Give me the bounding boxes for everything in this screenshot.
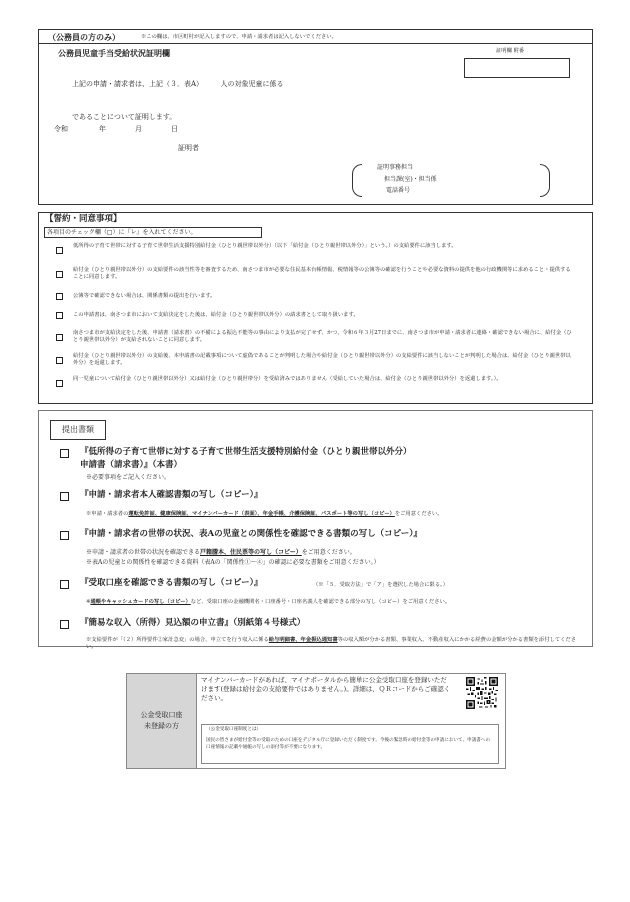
pledge-instruction-box: [44, 227, 262, 238]
pledge-instruction: 各項目のチェック欄（□）に『レ』を入れてください。: [47, 229, 197, 236]
koukin-label-cell: [126, 673, 197, 769]
doc-5-note: [86, 637, 581, 651]
doc-1-main: 『低所得の子育て世帯に対する子育て世帯生活支援特別給付金（ひとり親世帯以外分）: [80, 447, 412, 457]
pledge-title: 【誓約・同意事項】: [45, 214, 122, 224]
pledge-checkbox-3[interactable]: [56, 293, 63, 300]
doc-3-note1-pre: ※申請・請求者の世帯の状況を確認できる: [86, 549, 201, 556]
koukin-system-title: （公金受取口座制度とは）: [206, 727, 262, 732]
doc-2-main: 『申請・請求者本人確認書類の写し（コピー）』: [80, 490, 263, 500]
office-bracket-right: [540, 164, 550, 197]
office-line-2: 担当課(室)・担当係: [384, 176, 437, 183]
date-month: 月: [135, 125, 142, 133]
pledge-item-1: 低所得の子育て世帯に対する子育て世帯生活支援特別給付金（ひとり親世帯以外分）（以下「給付金（ひとり親世帯以外分）」という。）の支給要件に該当します。: [73, 243, 457, 249]
doc-3-note1: [86, 549, 356, 557]
pledge-checkbox-4[interactable]: [56, 312, 63, 319]
official-title: 公務員児童手当受給状況証明欄: [58, 48, 170, 58]
office-bracket-left: [352, 164, 362, 197]
cert-number-field[interactable]: [464, 58, 570, 78]
doc-5-note-post: 等の収入額が分かる書類、事業収入、不動産収入にかかる経費の金額が分かる書類を添付してください。: [86, 637, 576, 650]
doc-4-note: [86, 599, 586, 606]
cert-col-label: 証明欄 附番: [496, 48, 525, 54]
docs-title-box: [50, 420, 106, 440]
pledge-checkbox-1[interactable]: [56, 247, 63, 254]
doc-checkbox-1[interactable]: [60, 449, 69, 458]
pledge-checkbox-5[interactable]: [56, 334, 63, 341]
pledge-item-5: 南さつま市が支給決定をした後、申請書（請求書）の不備による振込不能等の事由により支払が完了せず、かつ、令和６年３月27日までに、南さつま市が申請・請求者に連絡・確認できない場合に、給付金（ひとり親世帯以外分）が支給されないことに同意します。: [73, 330, 572, 343]
doc-3-note1-bold: 戸籍謄本、住民票等の写し（コピー）: [200, 549, 302, 556]
doc-3-note1-post: をご用意ください。: [301, 549, 356, 556]
doc-1-note: ※必要事項をご記入ください。: [86, 474, 171, 481]
docs-title: 提出書類: [62, 425, 94, 434]
office-line-3: 電話番号: [386, 187, 411, 194]
doc-4-aside: （※「５．受取方法」で「ア」を選択した場合に限る。）: [313, 582, 449, 588]
doc-5-note-pre: ※支給要件が「（２）所得要件②家計急変」の場合、申立てを行う収入に係る: [86, 637, 269, 643]
pledge-item-4: この申請書は、南さつま市において支給決定をした後は、給付金（ひとり親世帯以外分）の請求書として取り扱います。: [73, 312, 359, 318]
official-header-note: ※この欄は、市区町村が記入しますので、申請・請求者は記入しないでください。: [141, 34, 337, 40]
doc-5-main: 『簡易な収入（所得）見込額の申立書』（別紙第４号様式）: [80, 618, 306, 628]
date-day: 日: [171, 125, 178, 133]
doc-2-note-post: をご用意ください。: [394, 511, 443, 517]
doc-2-note-bold: 運転免許証、健康保険証、マイナンバーカード（表面）、年金手帳、介護保険証、パスポート等の写し（コピー）: [128, 511, 395, 517]
date-era: 令和: [54, 125, 68, 133]
official-line2: であることについて証明します。: [72, 113, 177, 121]
doc-4-main: 『受取口座を確認できる書類の写し（コピー）』: [80, 578, 263, 588]
doc-5-note-bold: 給与明細書、年金振込通知書: [268, 637, 338, 643]
doc-1-sub: 申請書（請求書）』（本書）: [80, 460, 183, 470]
doc-checkbox-3[interactable]: [60, 531, 69, 540]
koukin-label-1: 公金受取口座: [140, 711, 183, 719]
doc-4-note-post: など、受取口座の金融機関名・口座番号・口座名義人を確認できる部分の写し（コピー）をご用意ください。: [190, 599, 451, 605]
doc-4-note-pre: ※: [86, 599, 91, 605]
qr-code-icon[interactable]: [466, 677, 498, 709]
pledge-item-6: 給付金（ひとり親世帯以外分）の支給後、本申請書の記載事項について虚偽であることが判明した場合や給付金（ひとり親世帯以外分）の支給要件に該当しないことが判明した場合は、給付金（ひとり親世帯以外分）を返還します。: [73, 353, 571, 366]
pledge-checkbox-6[interactable]: [56, 357, 63, 364]
pledge-item-2: 給付金（ひとり親世帯以外分）の支給要件の該当性等を審査するため、南さつま市が必要な住民基本台帳情報、税情報等の公簿等の確認を行うことや必要な資料の提供を他の行政機関等に求めること・提供することに同意します。: [73, 267, 571, 280]
official-header-label: （公務員の方のみ）: [48, 32, 120, 42]
doc-2-note: [86, 511, 586, 518]
doc-3-main: 『申請・請求者の世帯の状況、表Aの児童との関係性を確認できる書類の写し（コピー）』: [80, 529, 423, 539]
office-line-1: 証明事務担当: [377, 164, 414, 171]
doc-checkbox-4[interactable]: [60, 580, 69, 589]
doc-checkbox-5[interactable]: [60, 620, 69, 629]
pledge-checkbox-7[interactable]: [56, 380, 63, 387]
koukin-system-text: 国民の皆さまが給付金等の受取のための口座をデジタル庁に登録いただく制度です。今後の緊急時の給付金等の申請において、申請書への口座情報の記載や通帳の写しの添付等が不要になります。: [206, 738, 491, 750]
doc-3-note2: ※表Aの児童との関係性を確認できる資料（表Aの「関係性①〜④」の確認に必要な書類をご用意ください。）: [86, 559, 380, 566]
doc-2-note-pre: ※申請・請求者の: [86, 511, 129, 517]
doc-checkbox-2[interactable]: [60, 492, 69, 501]
date-year: 年: [99, 125, 106, 133]
koukin-label-2: 未登録の方: [144, 722, 179, 730]
certifier-label: 証明者: [178, 144, 199, 152]
pledge-checkbox-2[interactable]: [56, 271, 63, 278]
doc-4-note-bold: 通帳やキャッシュカードの写し（コピー）: [90, 599, 191, 605]
official-line1: 上記の申請・請求者は、上記（３．表A） 人の対象児童に係る: [72, 80, 284, 88]
pledge-item-7: 同一児童について給付金（ひとり親世帯以外分）又は給付金（ひとり親世帯分）を受給済みではありません（受給していた場合は、給付金（ひとり親世帯以外分）を返還します。）。: [73, 376, 502, 382]
koukin-text: マイナンバーカードがあれば、マイナポータルから簡単に公金受取口座を登録いただけます(登録は給付金の支給要件ではありません。)。詳細は、ＱＲコードからご確認ください。: [201, 676, 451, 702]
pledge-item-3: 公簿等で確認できない場合は、関係書類の提出を行います。: [73, 293, 216, 299]
